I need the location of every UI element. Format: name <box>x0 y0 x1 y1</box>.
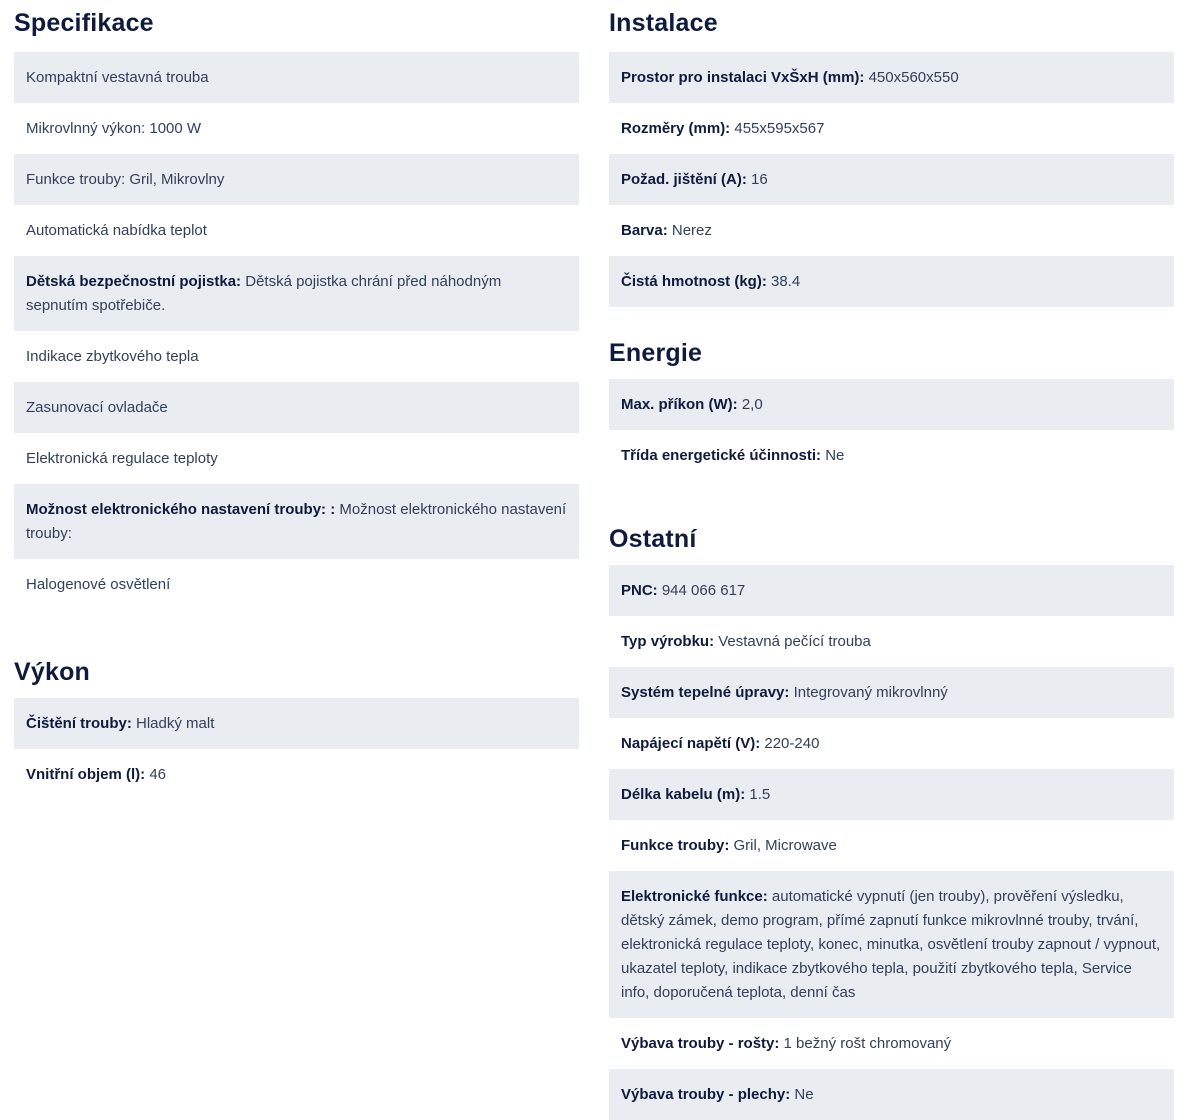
spec-row <box>609 565 1174 616</box>
spec-row <box>609 820 1174 871</box>
spec-value: Funkce trouby: Gril, Mikrovlny <box>26 171 225 188</box>
spec-value: 450x560x550 <box>868 69 959 86</box>
spec-row <box>609 430 1174 481</box>
spec-row <box>609 871 1174 1018</box>
spec-value: Hladký malt <box>136 715 215 732</box>
spec-row <box>14 559 579 610</box>
spec-value: Vestavná pečící trouba <box>718 633 871 650</box>
section-title-energie: Energie <box>609 338 703 367</box>
spec-row <box>14 52 579 103</box>
left-column <box>14 0 579 800</box>
spec-label: Výbava trouby - rošty: <box>621 1035 780 1052</box>
spec-row <box>609 667 1174 718</box>
spec-value: 38.4 <box>771 273 801 290</box>
spec-label: Prostor pro instalaci VxŠxH (mm): <box>621 69 865 86</box>
spec-label: Čištění trouby: <box>26 715 132 732</box>
spec-value: Indikace zbytkového tepla <box>26 348 199 365</box>
ostatni-list <box>609 565 1174 1120</box>
spec-label: Délka kabelu (m): <box>621 786 746 803</box>
section-specifikace <box>14 0 579 52</box>
instalace-list <box>609 52 1174 307</box>
spec-value: 46 <box>149 766 167 783</box>
spec-label: Funkce trouby: <box>621 837 730 854</box>
spec-value: Automatická nabídka teplot <box>26 222 207 239</box>
spec-row <box>609 1069 1174 1120</box>
spec-label: Systém tepelné úpravy: <box>621 684 790 701</box>
spec-row <box>609 205 1174 256</box>
spec-row <box>14 154 579 205</box>
spec-label: Dětská bezpečnostní pojistka: <box>26 273 242 290</box>
spec-value: Ne <box>825 447 845 464</box>
spec-row <box>609 154 1174 205</box>
spec-label: Požad. jištění (A): <box>621 171 747 188</box>
spec-label: Možnost elektronického nastavení trouby: : <box>26 501 336 518</box>
spec-value: Ne <box>794 1086 814 1103</box>
energie-list <box>609 379 1174 481</box>
spec-row <box>14 698 579 749</box>
spec-row <box>609 718 1174 769</box>
section-instalace <box>609 0 1174 52</box>
spec-label: PNC: <box>621 582 658 599</box>
section-vykon <box>14 646 579 698</box>
section-title-specifikace: Specifikace <box>14 9 154 37</box>
spec-label: Třída energetické účinnosti: <box>621 447 822 464</box>
spec-value: 1.5 <box>749 786 771 803</box>
spec-value: Nerez <box>671 222 712 239</box>
spec-row <box>14 331 579 382</box>
spec-row <box>609 379 1174 430</box>
section-title-instalace: Instalace <box>609 9 718 37</box>
section-ostatni <box>609 513 1174 565</box>
spec-label: Vnitřní objem (l): <box>26 766 146 783</box>
spec-row <box>609 256 1174 307</box>
spec-value: 455x595x567 <box>734 120 825 137</box>
spec-label: Typ výrobku: <box>621 633 715 650</box>
spec-row <box>609 1018 1174 1069</box>
spec-value: 220-240 <box>764 735 820 752</box>
right-column <box>609 0 1174 1120</box>
spec-value: Mikrovlnný výkon: 1000 W <box>26 120 202 137</box>
spec-value: Elektronická regulace teploty <box>26 450 218 467</box>
spec-row <box>609 103 1174 154</box>
spec-value: Dětská pojistka chrání před náhodným sepnutím spotřebiče. <box>26 273 502 314</box>
specifikace-list <box>14 52 579 610</box>
spec-value: 2,0 <box>741 396 763 413</box>
spec-row <box>609 616 1174 667</box>
spec-row <box>609 769 1174 820</box>
spec-label: Elektronické funkce: <box>621 888 768 905</box>
spec-value: Halogenové osvětlení <box>26 576 171 593</box>
spec-row <box>14 205 579 256</box>
spec-label: Napájecí napětí (V): <box>621 735 761 752</box>
section-title-ostatni: Ostatní <box>609 524 697 553</box>
spec-label: Čistá hmotnost (kg): <box>621 273 767 290</box>
spec-label: Max. příkon (W): <box>621 396 738 413</box>
spec-row <box>14 103 579 154</box>
spec-value: 944 066 617 <box>661 582 746 599</box>
spec-value: 16 <box>751 171 768 188</box>
spec-row <box>14 256 579 331</box>
spec-value: Kompaktní vestavná trouba <box>26 69 209 86</box>
spec-value: Zasunovací ovladače <box>26 399 168 416</box>
spec-value: 1 bežný rošt chromovaný <box>783 1035 952 1052</box>
spec-value: Gril, Microwave <box>733 837 837 854</box>
vykon-list <box>14 698 579 800</box>
spec-row <box>609 52 1174 103</box>
spec-label: Výbava trouby - plechy: <box>621 1086 791 1103</box>
spec-label: Barva: <box>621 222 668 239</box>
spec-row <box>14 749 579 800</box>
spec-row <box>14 484 579 559</box>
spec-value: Možnost elektronického nastavení trouby: <box>26 501 567 542</box>
spec-row <box>14 382 579 433</box>
spec-label: Rozměry (mm): <box>621 120 731 137</box>
spec-row <box>14 433 579 484</box>
spec-value: automatické vypnutí (jen trouby), prověření výsledku, dětský zámek, demo program, přímé zapnutí funkce mikrovlnné trouby, trvání, elektronická regulace teploty, konec, minutka, osvětlení trouby zapnout / vypnout, ukazatel teploty, indikace zbytkového tepla, použití zbytkového tepla, Service info, doporučená teplota, denní čas <box>621 888 1161 1001</box>
section-title-vykon: Výkon <box>14 657 91 686</box>
spec-value: Integrovaný mikrovlnný <box>793 684 948 701</box>
section-energie <box>609 327 1174 379</box>
